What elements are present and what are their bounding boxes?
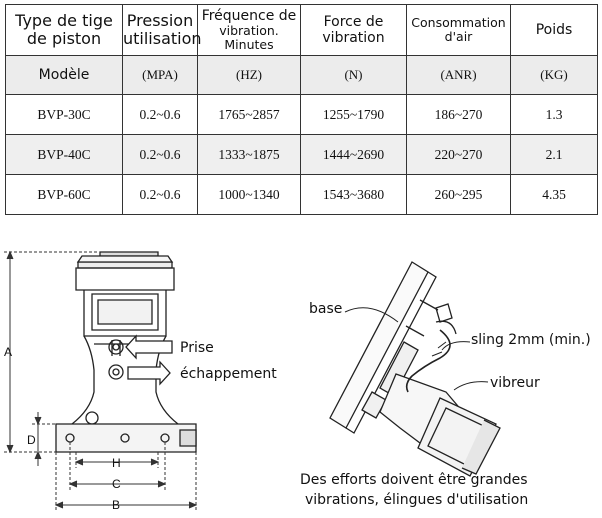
cell-weight: 2.1 [511,135,598,175]
cell-model: BVP-40C [6,135,123,175]
dimension-d-label: D [27,433,36,447]
dimension-h-label: H [112,456,121,470]
unit-force: (N) [301,56,407,95]
exhaust-label: échappement [180,366,277,382]
caption-line-1: Des efforts doivent être grandes [300,472,528,488]
header-force: Force de vibration [301,5,407,56]
cell-model: BVP-60C [6,175,123,215]
vibrator-label: vibreur [490,375,540,391]
cell-pressure: 0.2~0.6 [123,175,198,215]
header-air-consumption: Consommation d'air [407,5,511,56]
sling-label: sling 2mm (min.) [471,332,591,348]
cell-frequency: 1765~2857 [198,95,301,135]
unit-weight: (KG) [511,56,598,95]
cell-weight: 1.3 [511,95,598,135]
cell-weight: 4.35 [511,175,598,215]
dimension-a-label: A [4,345,13,359]
dimension-c-label: C [112,477,121,491]
dimension-b-label: B [112,498,121,512]
mounting-illustration [330,262,500,476]
base-label: base [309,301,343,317]
header-weight: Poids [511,5,598,56]
unit-pressure: (MPA) [123,56,198,95]
cell-pressure: 0.2~0.6 [123,135,198,175]
unit-model: Modèle [6,56,123,95]
unit-air: (ANR) [407,56,511,95]
header-pressure: Pression utilisation [123,5,198,56]
cell-air: 260~295 [407,175,511,215]
cell-model: BVP-30C [6,95,123,135]
cell-frequency: 1000~1340 [198,175,301,215]
cell-pressure: 0.2~0.6 [123,95,198,135]
cell-force: 1444~2690 [301,135,407,175]
header-frequency: Fréquence de vibration. Minutes [198,5,301,56]
cell-frequency: 1333~1875 [198,135,301,175]
caption-line-2: vibrations, élingues d'utilisation [305,492,529,508]
unit-frequency: (HZ) [198,56,301,95]
cell-force: 1255~1790 [301,95,407,135]
cell-force: 1543~3680 [301,175,407,215]
header-model-type: Type de tige de piston [6,5,123,56]
cell-air: 186~270 [407,95,511,135]
cell-air: 220~270 [407,135,511,175]
inlet-label: Prise [180,340,214,356]
